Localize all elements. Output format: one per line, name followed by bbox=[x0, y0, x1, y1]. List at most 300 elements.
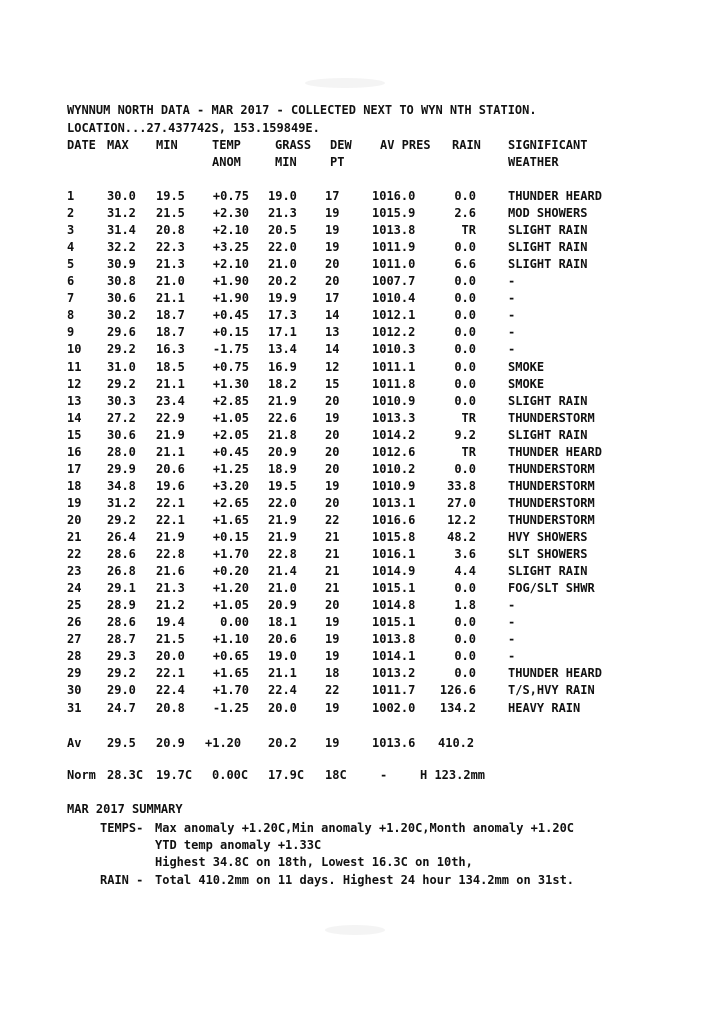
cell-anom: 0.00 bbox=[220, 615, 249, 630]
cell-weather: - bbox=[508, 598, 516, 613]
cell-max: 32.2 bbox=[107, 240, 136, 255]
cell-weather: THUNDERSTORM bbox=[508, 410, 595, 425]
header-grass: GRASS bbox=[275, 138, 312, 152]
cell-dew: 14 bbox=[325, 308, 340, 323]
average-grass: 20.2 bbox=[268, 736, 297, 750]
cell-pres: 1014.2 bbox=[372, 427, 416, 442]
normal-label: Norm bbox=[67, 768, 96, 782]
cell-anom: +1.25 bbox=[212, 461, 249, 476]
cell-weather: T/S,HVY RAIN bbox=[508, 683, 595, 698]
cell-max: 30.6 bbox=[107, 291, 136, 306]
table-row bbox=[0, 529, 723, 546]
cell-anom: +1.20 bbox=[212, 581, 249, 596]
summary-temps-label: TEMPS- bbox=[100, 821, 144, 835]
cell-max: 29.2 bbox=[107, 376, 136, 391]
table-row bbox=[0, 631, 723, 648]
cell-pres: 1010.2 bbox=[372, 461, 416, 476]
cell-grass: 20.0 bbox=[268, 700, 297, 715]
cell-date: 19 bbox=[67, 495, 82, 510]
cell-dew: 20 bbox=[325, 427, 340, 442]
cell-grass: 21.9 bbox=[268, 530, 297, 544]
cell-rain: 3.6 bbox=[454, 547, 476, 562]
table-row bbox=[0, 273, 723, 290]
cell-date: 11 bbox=[67, 359, 82, 374]
cell-grass: 21.9 bbox=[268, 393, 297, 408]
cell-grass: 19.0 bbox=[268, 189, 297, 203]
scan-smudge-top bbox=[305, 78, 385, 88]
cell-grass: 19.5 bbox=[268, 478, 297, 493]
cell-max: 29.1 bbox=[107, 581, 136, 596]
cell-rain: 9.2 bbox=[454, 427, 476, 442]
summary-title: MAR 2017 SUMMARY bbox=[67, 802, 183, 816]
cell-min: 23.4 bbox=[156, 393, 185, 408]
table-row bbox=[0, 495, 723, 512]
cell-anom: +0.15 bbox=[212, 325, 249, 340]
cell-pres: 1012.1 bbox=[372, 308, 416, 323]
cell-dew: 21 bbox=[325, 530, 340, 544]
cell-weather: - bbox=[508, 632, 516, 647]
cell-max: 29.2 bbox=[107, 512, 136, 527]
table-row bbox=[0, 546, 723, 563]
cell-grass: 20.9 bbox=[268, 444, 297, 459]
cell-date: 4 bbox=[67, 240, 75, 255]
cell-anom: +1.70 bbox=[212, 547, 249, 562]
cell-max: 28.7 bbox=[107, 632, 136, 647]
table-row bbox=[0, 512, 723, 529]
cell-min: 21.6 bbox=[156, 564, 185, 579]
cell-anom: +0.75 bbox=[212, 359, 249, 374]
cell-weather: SMOKE bbox=[508, 376, 545, 391]
cell-rain: 0.0 bbox=[454, 291, 476, 306]
cell-max: 28.6 bbox=[107, 547, 136, 562]
cell-weather: SLIGHT RAIN bbox=[508, 223, 588, 238]
cell-grass: 17.1 bbox=[268, 325, 297, 340]
cell-dew: 20 bbox=[325, 257, 340, 272]
cell-dew: 18 bbox=[325, 666, 340, 681]
cell-rain: 0.0 bbox=[454, 632, 476, 647]
cell-max: 30.0 bbox=[107, 189, 136, 203]
cell-min: 20.8 bbox=[156, 700, 185, 715]
cell-max: 29.2 bbox=[107, 342, 136, 357]
table-row bbox=[0, 682, 723, 699]
cell-min: 22.1 bbox=[156, 512, 185, 527]
cell-pres: 1014.8 bbox=[372, 598, 416, 613]
cell-anom: +1.90 bbox=[212, 291, 249, 306]
cell-anom: -1.75 bbox=[212, 342, 249, 357]
cell-pres: 1010.4 bbox=[372, 291, 416, 306]
cell-max: 31.2 bbox=[107, 495, 136, 510]
table-row bbox=[0, 222, 723, 239]
cell-dew: 17 bbox=[325, 291, 340, 306]
cell-pres: 1011.1 bbox=[372, 359, 416, 374]
cell-min: 18.7 bbox=[156, 308, 185, 323]
normal-pres: - bbox=[380, 768, 388, 782]
cell-max: 29.6 bbox=[107, 325, 136, 340]
cell-max: 30.3 bbox=[107, 393, 136, 408]
cell-dew: 21 bbox=[325, 581, 340, 596]
cell-rain: 2.6 bbox=[454, 206, 476, 221]
cell-rain: 27.0 bbox=[447, 495, 476, 510]
cell-pres: 1013.2 bbox=[372, 666, 416, 681]
cell-date: 15 bbox=[67, 427, 82, 442]
cell-anom: +1.30 bbox=[212, 376, 249, 391]
cell-rain: 0.0 bbox=[454, 615, 476, 630]
cell-grass: 22.0 bbox=[268, 495, 297, 510]
cell-weather: SLT SHOWERS bbox=[508, 547, 588, 562]
cell-weather: THUNDERSTORM bbox=[508, 461, 595, 476]
header-weather: WEATHER bbox=[508, 155, 559, 169]
normal-min: 19.7C bbox=[156, 768, 193, 782]
cell-rain: 0.0 bbox=[454, 376, 476, 391]
header-min: MIN bbox=[156, 138, 178, 152]
table-row bbox=[0, 359, 723, 376]
cell-dew: 22 bbox=[325, 512, 340, 527]
average-label: Av bbox=[67, 736, 82, 750]
cell-anom: +1.65 bbox=[212, 512, 249, 527]
cell-max: 29.2 bbox=[107, 666, 136, 681]
cell-weather: SLIGHT RAIN bbox=[508, 564, 588, 579]
table-row bbox=[0, 188, 723, 205]
cell-min: 21.1 bbox=[156, 444, 185, 459]
cell-rain: 33.8 bbox=[447, 478, 476, 493]
cell-weather: - bbox=[508, 291, 516, 306]
cell-date: 10 bbox=[67, 342, 82, 357]
cell-grass: 21.9 bbox=[268, 512, 297, 527]
average-dew: 19 bbox=[325, 736, 340, 750]
table-row bbox=[0, 393, 723, 410]
cell-rain: 1.8 bbox=[454, 598, 476, 613]
cell-weather: THUNDER HEARD bbox=[508, 444, 602, 459]
cell-max: 30.9 bbox=[107, 257, 136, 272]
cell-max: 29.9 bbox=[107, 461, 136, 476]
cell-pres: 1012.2 bbox=[372, 325, 416, 340]
cell-dew: 19 bbox=[325, 240, 340, 255]
cell-grass: 22.8 bbox=[268, 547, 297, 562]
cell-date: 7 bbox=[67, 291, 75, 306]
cell-max: 27.2 bbox=[107, 410, 136, 425]
cell-pres: 1016.0 bbox=[372, 189, 416, 203]
cell-anom: +0.45 bbox=[212, 308, 249, 323]
cell-dew: 20 bbox=[325, 444, 340, 459]
cell-grass: 21.0 bbox=[268, 257, 297, 272]
cell-weather: SLIGHT RAIN bbox=[508, 427, 588, 442]
cell-min: 21.5 bbox=[156, 206, 185, 221]
table-row bbox=[0, 324, 723, 341]
cell-weather: SLIGHT RAIN bbox=[508, 240, 588, 255]
table-row bbox=[0, 700, 723, 717]
cell-min: 21.5 bbox=[156, 632, 185, 647]
cell-weather: THUNDERSTORM bbox=[508, 495, 595, 510]
cell-date: 20 bbox=[67, 512, 82, 527]
average-rain: 410.2 bbox=[438, 736, 475, 750]
cell-weather: - bbox=[508, 308, 516, 323]
header-temp: TEMP bbox=[212, 138, 241, 152]
cell-date: 3 bbox=[67, 223, 75, 238]
average-max: 29.5 bbox=[107, 736, 136, 750]
cell-dew: 15 bbox=[325, 376, 340, 391]
cell-dew: 19 bbox=[325, 410, 340, 425]
cell-min: 18.5 bbox=[156, 359, 185, 374]
cell-rain: 6.6 bbox=[454, 257, 476, 272]
cell-min: 19.5 bbox=[156, 189, 185, 203]
cell-dew: 20 bbox=[325, 598, 340, 613]
summary-rain-label: RAIN - bbox=[100, 873, 144, 887]
cell-anom: -1.25 bbox=[212, 700, 249, 715]
cell-pres: 1007.7 bbox=[372, 274, 416, 289]
cell-rain: 0.0 bbox=[454, 240, 476, 255]
cell-min: 21.1 bbox=[156, 291, 185, 306]
cell-anom: +0.45 bbox=[212, 444, 249, 459]
cell-pres: 1016.6 bbox=[372, 512, 416, 527]
cell-rain: 0.0 bbox=[454, 359, 476, 374]
cell-anom: +1.65 bbox=[212, 666, 249, 681]
cell-max: 30.6 bbox=[107, 427, 136, 442]
cell-anom: +1.10 bbox=[212, 632, 249, 647]
cell-grass: 21.0 bbox=[268, 581, 297, 596]
cell-rain: 48.2 bbox=[447, 530, 476, 544]
cell-weather: - bbox=[508, 325, 516, 340]
cell-date: 30 bbox=[67, 683, 82, 698]
cell-grass: 18.9 bbox=[268, 461, 297, 476]
cell-dew: 14 bbox=[325, 342, 340, 357]
cell-min: 18.7 bbox=[156, 325, 185, 340]
cell-pres: 1016.1 bbox=[372, 547, 416, 562]
cell-min: 21.9 bbox=[156, 427, 185, 442]
cell-grass: 18.1 bbox=[268, 615, 297, 630]
cell-grass: 22.4 bbox=[268, 683, 297, 698]
cell-date: 16 bbox=[67, 444, 82, 459]
cell-pres: 1014.1 bbox=[372, 649, 416, 664]
cell-rain: 12.2 bbox=[447, 512, 476, 527]
cell-min: 21.9 bbox=[156, 530, 185, 544]
cell-anom: +3.25 bbox=[212, 240, 249, 255]
cell-weather: SMOKE bbox=[508, 359, 545, 374]
cell-weather: HVY SHOWERS bbox=[508, 530, 588, 544]
cell-date: 25 bbox=[67, 598, 82, 613]
cell-anom: +1.05 bbox=[212, 598, 249, 613]
cell-rain: 0.0 bbox=[454, 461, 476, 476]
cell-rain: 0.0 bbox=[454, 393, 476, 408]
table-row bbox=[0, 597, 723, 614]
cell-grass: 20.5 bbox=[268, 223, 297, 238]
cell-date: 9 bbox=[67, 325, 75, 340]
table-row bbox=[0, 648, 723, 665]
cell-date: 27 bbox=[67, 632, 82, 647]
cell-weather: HEAVY RAIN bbox=[508, 700, 581, 715]
cell-date: 17 bbox=[67, 461, 82, 476]
cell-min: 21.3 bbox=[156, 257, 185, 272]
cell-weather: SLIGHT RAIN bbox=[508, 257, 588, 272]
cell-anom: +3.20 bbox=[212, 478, 249, 493]
cell-min: 22.4 bbox=[156, 683, 185, 698]
cell-grass: 19.9 bbox=[268, 291, 297, 306]
cell-max: 31.2 bbox=[107, 206, 136, 221]
cell-rain: 0.0 bbox=[454, 581, 476, 596]
normal-row bbox=[0, 767, 723, 784]
cell-grass: 16.9 bbox=[268, 359, 297, 374]
cell-weather: - bbox=[508, 649, 516, 664]
cell-max: 26.4 bbox=[107, 530, 136, 544]
cell-dew: 17 bbox=[325, 189, 340, 203]
summary-rain-line: Total 410.2mm on 11 days. Highest 24 hour 134.2mm on 31st. bbox=[155, 873, 575, 887]
cell-rain: 4.4 bbox=[454, 564, 476, 579]
cell-rain: 0.0 bbox=[454, 649, 476, 664]
cell-date: 13 bbox=[67, 393, 82, 408]
cell-pres: 1013.3 bbox=[372, 410, 416, 425]
cell-rain: 0.0 bbox=[454, 189, 476, 203]
cell-anom: +2.10 bbox=[212, 223, 249, 238]
table-row bbox=[0, 307, 723, 324]
cell-dew: 13 bbox=[325, 325, 340, 340]
cell-grass: 20.9 bbox=[268, 598, 297, 613]
cell-anom: +0.15 bbox=[212, 530, 249, 544]
cell-weather: SLIGHT RAIN bbox=[508, 393, 588, 408]
normal-dew: 18C bbox=[325, 768, 347, 782]
table-row bbox=[0, 239, 723, 256]
cell-rain: 134.2 bbox=[439, 700, 476, 715]
table-row bbox=[0, 256, 723, 273]
cell-dew: 20 bbox=[325, 393, 340, 408]
cell-max: 30.2 bbox=[107, 308, 136, 323]
cell-grass: 20.6 bbox=[268, 632, 297, 647]
table-row bbox=[0, 376, 723, 393]
table-row bbox=[0, 427, 723, 444]
cell-date: 14 bbox=[67, 410, 82, 425]
cell-pres: 1015.9 bbox=[372, 206, 416, 221]
cell-min: 19.6 bbox=[156, 478, 185, 493]
summary-temps-line1: Max anomaly +1.20C,Min anomaly +1.20C,Month anomaly +1.20C bbox=[155, 821, 575, 835]
average-anom: +1.20 bbox=[205, 736, 242, 750]
cell-max: 31.4 bbox=[107, 223, 136, 238]
cell-max: 28.9 bbox=[107, 598, 136, 613]
cell-min: 22.1 bbox=[156, 666, 185, 681]
cell-max: 28.6 bbox=[107, 615, 136, 630]
cell-dew: 19 bbox=[325, 478, 340, 493]
cell-dew: 21 bbox=[325, 564, 340, 579]
cell-rain: 0.0 bbox=[454, 308, 476, 323]
header-anom: ANOM bbox=[212, 155, 241, 169]
header-rain: RAIN bbox=[452, 138, 481, 152]
normal-grass: 17.9C bbox=[268, 768, 305, 782]
normal-rain: H 123.2mm bbox=[420, 768, 486, 782]
cell-grass: 20.2 bbox=[268, 274, 297, 289]
cell-anom: +2.30 bbox=[212, 206, 249, 221]
normal-max: 28.3C bbox=[107, 768, 144, 782]
cell-date: 31 bbox=[67, 700, 82, 715]
cell-grass: 22.0 bbox=[268, 240, 297, 255]
location-line: LOCATION...27.437742S, 153.159849E. bbox=[67, 121, 320, 135]
cell-max: 29.0 bbox=[107, 683, 136, 698]
document-title: WYNNUM NORTH DATA - MAR 2017 - COLLECTED NEXT TO WYN NTH STATION. bbox=[67, 103, 537, 117]
cell-min: 20.8 bbox=[156, 223, 185, 238]
cell-dew: 20 bbox=[325, 495, 340, 510]
cell-date: 22 bbox=[67, 547, 82, 562]
cell-max: 31.0 bbox=[107, 359, 136, 374]
cell-anom: +2.05 bbox=[212, 427, 249, 442]
table-row bbox=[0, 478, 723, 495]
cell-max: 26.8 bbox=[107, 564, 136, 579]
cell-dew: 19 bbox=[325, 223, 340, 238]
cell-pres: 1010.3 bbox=[372, 342, 416, 357]
cell-anom: +2.65 bbox=[212, 495, 249, 510]
cell-date: 29 bbox=[67, 666, 82, 681]
cell-pres: 1013.1 bbox=[372, 495, 416, 510]
table-row bbox=[0, 205, 723, 222]
table-row bbox=[0, 580, 723, 597]
cell-date: 21 bbox=[67, 530, 82, 544]
cell-weather: THUNDER HEARD bbox=[508, 666, 602, 681]
header-dew: DEW bbox=[330, 138, 352, 152]
cell-dew: 19 bbox=[325, 206, 340, 221]
cell-date: 23 bbox=[67, 564, 82, 579]
cell-dew: 19 bbox=[325, 649, 340, 664]
cell-dew: 19 bbox=[325, 615, 340, 630]
cell-min: 22.3 bbox=[156, 240, 185, 255]
cell-pres: 1011.8 bbox=[372, 376, 416, 391]
summary-temps-line2: YTD temp anomaly +1.33C bbox=[155, 838, 322, 852]
cell-date: 6 bbox=[67, 274, 75, 289]
cell-dew: 19 bbox=[325, 632, 340, 647]
cell-min: 20.0 bbox=[156, 649, 185, 664]
cell-min: 22.8 bbox=[156, 547, 185, 562]
cell-dew: 20 bbox=[325, 461, 340, 476]
cell-dew: 22 bbox=[325, 683, 340, 698]
table-row bbox=[0, 341, 723, 358]
table-row bbox=[0, 290, 723, 307]
cell-grass: 22.6 bbox=[268, 410, 297, 425]
cell-anom: +1.05 bbox=[212, 410, 249, 425]
table-row bbox=[0, 665, 723, 682]
cell-rain: TR bbox=[461, 444, 476, 459]
normal-anom: 0.00C bbox=[212, 768, 249, 782]
cell-dew: 19 bbox=[325, 700, 340, 715]
cell-grass: 21.1 bbox=[268, 666, 297, 681]
cell-rain: TR bbox=[461, 410, 476, 425]
cell-rain: TR bbox=[461, 223, 476, 238]
cell-min: 22.1 bbox=[156, 495, 185, 510]
cell-pres: 1013.8 bbox=[372, 223, 416, 238]
cell-date: 2 bbox=[67, 206, 75, 221]
cell-weather: THUNDERSTORM bbox=[508, 512, 595, 527]
cell-pres: 1013.8 bbox=[372, 632, 416, 647]
cell-grass: 21.3 bbox=[268, 206, 297, 221]
cell-weather: THUNDERSTORM bbox=[508, 478, 595, 493]
cell-anom: +0.20 bbox=[212, 564, 249, 579]
average-pres: 1013.6 bbox=[372, 736, 416, 750]
cell-pres: 1015.1 bbox=[372, 615, 416, 630]
header-av-pres: AV PRES bbox=[380, 138, 431, 152]
cell-max: 30.8 bbox=[107, 274, 136, 289]
cell-rain: 126.6 bbox=[439, 683, 476, 698]
header-pt: PT bbox=[330, 155, 345, 169]
average-min: 20.9 bbox=[156, 736, 185, 750]
cell-grass: 17.3 bbox=[268, 308, 297, 323]
cell-weather: THUNDER HEARD bbox=[508, 189, 602, 203]
cell-grass: 13.4 bbox=[268, 342, 297, 357]
cell-date: 1 bbox=[67, 189, 75, 203]
cell-grass: 18.2 bbox=[268, 376, 297, 391]
cell-grass: 21.4 bbox=[268, 564, 297, 579]
cell-pres: 1015.1 bbox=[372, 581, 416, 596]
header-grass-min: MIN bbox=[275, 155, 297, 169]
cell-weather: MOD SHOWERS bbox=[508, 206, 588, 221]
cell-min: 21.1 bbox=[156, 376, 185, 391]
cell-anom: +2.85 bbox=[212, 393, 249, 408]
cell-anom: +2.10 bbox=[212, 257, 249, 272]
cell-grass: 21.8 bbox=[268, 427, 297, 442]
cell-dew: 20 bbox=[325, 274, 340, 289]
cell-max: 28.0 bbox=[107, 444, 136, 459]
